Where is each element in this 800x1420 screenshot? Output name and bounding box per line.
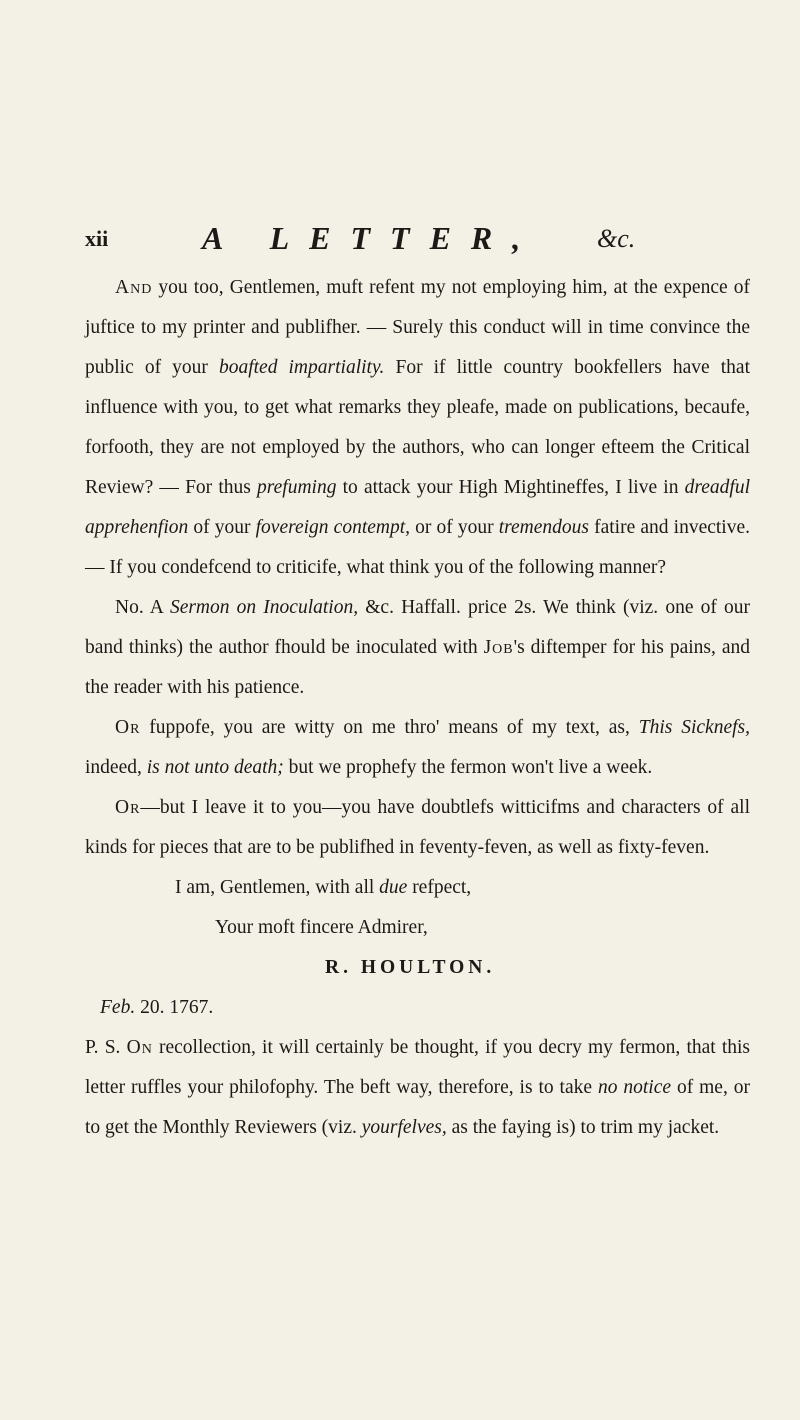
paragraph-2: No. A Sermon on Inoculation, &c. Haffall. price 2s. We think (viz. one of our band thinks) the author fhould be inoculated with Job's diftemper for his pains, and the reader with his patience. — [85, 597, 751, 698]
letter-body — [85, 268, 750, 1148]
lead-word: On — [126, 1037, 153, 1058]
paragraph-4: Or—but I leave it to you—you have doubtlefs witticifms and characters of all kinds for pieces that are to be publifhed in feventy-feven, as well as fixty-feven. — [85, 797, 750, 858]
postscript: P. S. On recollection, it will certainly be thought, if you decry my fermon, that this letter ruffles your philofophy. The beft way, therefore, is to take no notice of me, or to get the Monthly Reviewers (viz. yourfelves, as the faying is) to trim my jacket. — [85, 1037, 751, 1138]
closing-admirer: Your moft fincere Admirer, — [215, 917, 428, 938]
paragraph-1: And you too, Gentlemen, muft refent my not employing him, at the expence of juftice to my printer and publifher. — Surely this conduct will in time convince the public of your boafted impartiality. For if little country bookfellers have that influence with you, to get what remarks they pleafe, made on publications, becaufe, forfooth, they are not employed by the authors, who can longer efteem the Critical Review? — For thus prefuming to attack your High Mightineffes, I live in dreadful apprehenfion of your fovereign contempt, or of your tremendous fatire and invective. — If you condefcend to criticife, what think you of the following manner? — [85, 277, 750, 578]
paragraph-3: Or fuppofe, you are witty on me thro' means of my text, as, This Sicknefs, indeed, is not unto death; but we prophefy the fermon won't live a week. — [85, 717, 750, 778]
page-number: xii — [85, 226, 109, 251]
running-title: A LETTER, — [202, 220, 541, 256]
lead-word: And — [115, 277, 153, 298]
lead-word: Or — [115, 797, 141, 818]
signature: R. HOULTON. — [325, 957, 496, 978]
closing-respect: I am, Gentlemen, with all due refpect, — [175, 877, 472, 898]
lead-word: Or — [115, 717, 141, 738]
page-header — [85, 220, 750, 256]
running-title-etc: &c. — [597, 224, 636, 253]
letter-date: Feb. 20. 1767. — [100, 997, 214, 1018]
